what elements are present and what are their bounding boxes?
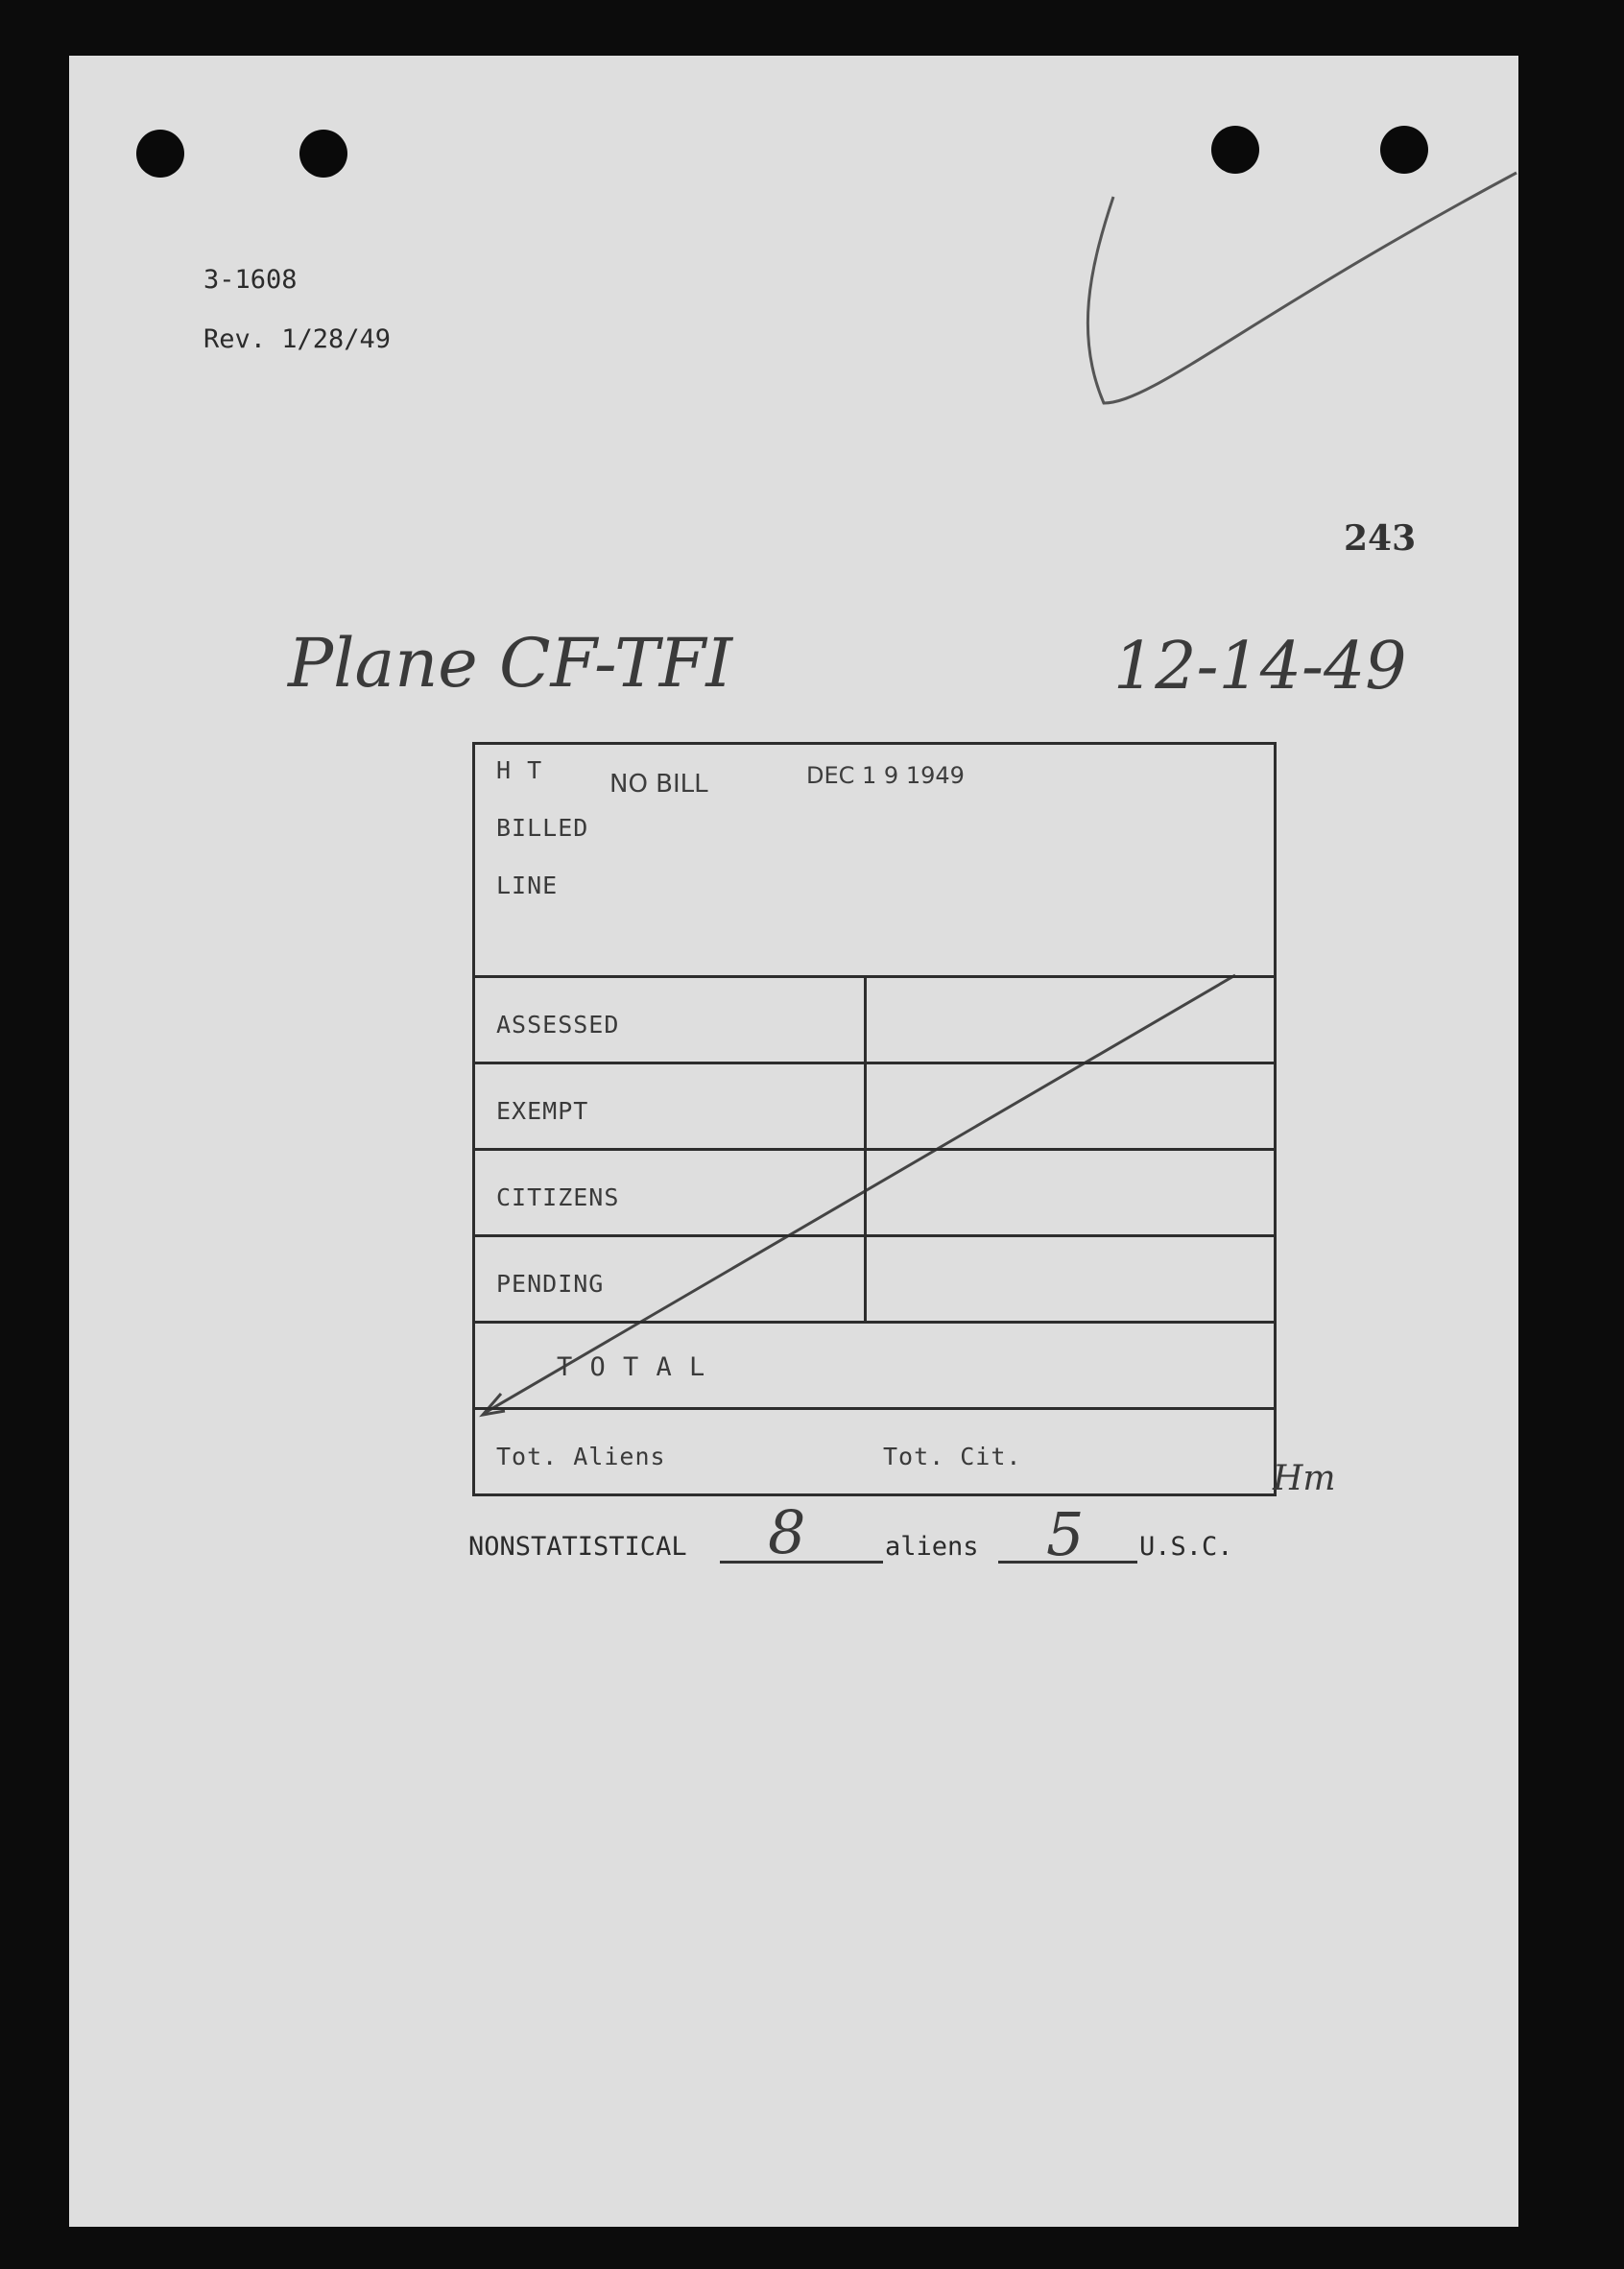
tot-aliens-label: Tot. Aliens [496,1443,666,1470]
form-number: 3-1608 [203,265,298,295]
row-divider [475,1234,1274,1237]
received-date-stamp: DEC 1 9 1949 [806,762,965,789]
handwritten-plane-id: Plane CF-TFI [288,624,733,703]
usc-count: 5 [1046,1499,1085,1569]
nonstatistical-label: NONSTATISTICAL [468,1532,687,1562]
row-pending: PENDING [496,1270,605,1298]
row-exempt: EXEMPT [496,1097,589,1125]
tot-cit-label: Tot. Cit. [883,1443,1022,1470]
statistics-table [472,742,1277,1496]
row-divider [475,1062,1274,1064]
column-divider [864,975,867,1321]
row-divider [475,975,1274,978]
aliens-count: 8 [768,1497,806,1567]
page-number: 243 [1344,518,1417,559]
aliens-label: aliens [885,1532,979,1562]
header-billed: BILLED [496,814,589,842]
row-divider [475,1407,1274,1410]
row-divider [475,1321,1274,1324]
handwritten-initials: Hm [1273,1459,1336,1498]
handwritten-date: 12-14-49 [1113,629,1407,705]
usc-label: U.S.C. [1139,1532,1233,1562]
row-divider [475,1148,1274,1151]
row-assessed: ASSESSED [496,1011,620,1039]
checkmark-icon [1087,173,1517,403]
header-line: LINE [496,872,559,899]
row-total: T O T A L [557,1352,706,1382]
form-revision: Rev. 1/28/49 [203,324,392,354]
header-ht: H T [496,756,543,784]
no-bill-stamp: NO BILL [609,770,708,799]
row-citizens: CITIZENS [496,1183,620,1211]
